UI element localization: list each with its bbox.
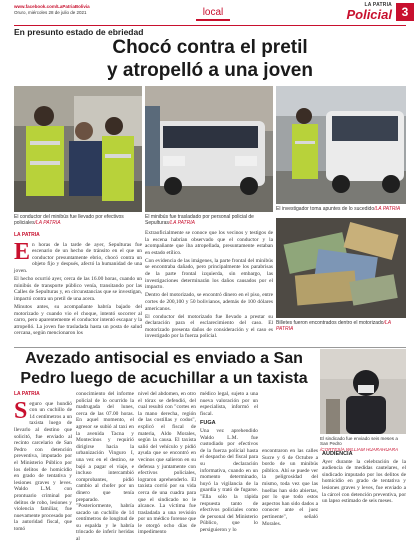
photo-banknotes <box>276 218 406 318</box>
story2-paragraph: Ayer durante la celebración de la audiencia de medidas cautelares, el sindicado imputado por los delitos de homicidio en grado de tentativa y lesiones graves y leves, fue enviado a la cárcel con detención preventiva, por un lapso estimado de seis meses. <box>322 458 406 505</box>
story1-paragraph: El hecho ocurrió ayer, cerca de las 16.00 horas, cuando un minibús de transporte público venía, transitando por las Calles de Sepulturas y, en circunstancias que se investigan, impactó contra un pretil de una acera. <box>14 276 142 302</box>
story2-paragraph: conocimiento del informe policial de lo ocurrido la madrugada del lunes, cerca de las 07.00 horas. En aquel momento, el agresor se subió al taxi en la avenida Tacna y Montecinos y requirió dirigirse hacia la urbanización Vinguro I, una vez en el destino, se bajó a pagar el viaje, e incluso intercambió comprobantes, pidió cambio al chofer por un dinero que tenía preparado. "Posteriormente, habría sacado un cuchillo de 14 centímetros de longitud de su espalda y le habría trincado de inferir heridas al <box>76 391 134 543</box>
story2-paragraph: médico legal, sujeto a una nueva valoración por un especialista, informó el fiscal. <box>200 391 258 417</box>
fuga-subhead: FUGA <box>200 420 216 427</box>
story2-column-5 <box>262 448 318 531</box>
story2-column-4 <box>200 391 258 531</box>
story1-column-2 <box>145 230 273 342</box>
story2-dropcap: S <box>14 397 28 424</box>
photo-credit: /LA PATRIA <box>374 206 401 212</box>
photo-minibus-caption: El minibús fue trasladado por personal policial de Sepulturas/LA PATRIA <box>145 214 254 226</box>
story1-paragraph: Minutos antes, su acompañante habría bajado del motorizado y cuando vio el choque, intentó socorrer al carro, pero aparentemente el conductor intentó escapar y la atropelló. La joven fue trasladada hasta un posta de salud cercana, según mencionaron los <box>14 303 142 337</box>
photo-suspect <box>320 349 406 434</box>
story2-column-3 <box>138 391 196 536</box>
photo-driver-officers <box>14 86 142 212</box>
story2-column-1 <box>14 391 72 531</box>
story1-byline: LA PATRIA <box>14 232 40 238</box>
story2-column-6 <box>322 448 406 531</box>
photo-credit: /CORTESÍA WILLIAM HUARAHUARA <box>320 446 399 452</box>
section-name: Policial <box>346 7 392 22</box>
section-tag: local <box>196 6 230 21</box>
story1-paragraph: Extraoficialmente se conoce que los vecinos y testigos de la escena habrían observado que el conductor y la acompañante que iba atropellada, presuntamente estaban en estado etílico. <box>145 230 273 256</box>
story1-dropcap: E <box>14 238 31 265</box>
photo-investigator-caption: El investigador toma apuntes de lo sucedido/LA PATRIA <box>276 206 401 212</box>
facebook-link[interactable]: www.facebook.com/LaPatriaBolivia <box>14 4 90 9</box>
audiencia-subhead: AUDIENCIA <box>322 451 353 457</box>
story2-paragraph: nivel del abdomen, en otro el tórax se defendió, del cual resultó con "cortes en la mano derecha, región de las costillas y codos", explicó el fiscal de materia, Aldo Morales, según la causa. El taxista salió del vehículo y pidió ayuda que se encontró en vecinos que salieron en su defensa y juntamente con efectivos policiales, lograron aprehenderlo. El taxista corrió por su vida cerca de una cuadra para que el sindicado no le alcance. La víctima fue trasladada a una revisión por un médico forense que le otorgó ocho días de impedimento <box>138 391 196 536</box>
dateline: Oruro, miércoles 28 de julio de 2021 <box>14 10 87 15</box>
photo-minibus-image <box>145 86 273 212</box>
photo-driver-officers-image <box>14 86 142 212</box>
photo-minibus <box>145 86 273 212</box>
story1-paragraph: Con evidencia de las imágenes, la parte frontal del minibús se encontraba dañado, pero principalmente los parabrisas de la parte frontal izquierda, sin embargo, las investigaciones determinarán los daños causados por el impacto. <box>145 257 273 291</box>
story1-paragraph: El conductor del motorizado fue llevado a prestar su declaración para el esclarecimiento del caso. El motorizado presenta daños de consideración y el caso es investigado por la fuerza policial. <box>145 313 273 340</box>
story2-paragraph: Una vez aprehendido Waldo L.M. fue custodiado por efectivos de la fuerza policial hasta el despacho del fiscal para su declaración informativa, cuando en un momento determinado, huyó la vigilancia de la guardia y trató de fugarse. "Ella sólo la rápida respuesta tanto de efectivos policiales como de personal del Ministerio Público, que lo persiguieron y lo <box>200 427 258 533</box>
story1-headline <box>14 36 406 82</box>
photo-suspect-image <box>320 349 406 434</box>
story2-paragraph: eguro que hundió con un cuchillo de 14 centímetros a un taxista luego de llevarlo al destino que solicitó, fue enviado al recinto carcelario de San Pedro con detención preventiva, imputado por el Ministerio Público por los delitos de homicidio en grado de tentativa y lesiones graves y leves. Waldo L.M. con prontuario criminal por delitos de robo, lesiones y violencia familiar, fue nuevamente procesado por la autoridad fiscal, que tomó <box>14 400 72 532</box>
story2-paragraph: encontraron en las calles Sucre y 6 de Octubre a bordo de un minibús público. Ahí se puede ver la peligrosidad del mismo, toda vez que las huellas han sido abiertas, por lo que todo estos aspectos han sido dados a conocer ante el juez pertinente", señaló Morales. <box>262 448 318 527</box>
story2-headline-line2: Pedro luego de acuchillar a un taxista <box>20 370 308 387</box>
story1-paragraph: n horas de la tarde de ayer, Sepulturas fue escenario de un hecho de tránsito en el que un conductor presuntamente ebrio, chocó contra un objeto fijo y después, afectó la humanidad de una joven. <box>14 241 142 274</box>
story1-headline-line1: Chocó contra el pretil <box>112 37 308 58</box>
story2-byline: LA PATRIA <box>14 391 40 397</box>
story2-headline-line1: Avezado antisocial es enviado a San <box>25 350 303 367</box>
masthead <box>346 2 392 21</box>
photo-credit: /LA PATRIA <box>34 220 61 226</box>
story1-paragraph: Dentro del motorizado, se encontró dinero en el piso, entre cortes de 200,100 y 50 bolivianos, además de 100 dólares americanos. <box>145 292 273 312</box>
story1-kicker: En presunto estado de ebriedad <box>14 27 144 37</box>
story2-headline <box>14 349 314 389</box>
story-divider <box>14 347 406 348</box>
photo-credit: /LA PATRIA <box>276 320 391 332</box>
story1-headline-line2: y atropelló a una joven <box>107 60 313 81</box>
photo-credit: /LA PATRIA <box>168 220 195 226</box>
photo-driver-officers-caption: El conductor del minibús fue llevado por efectivos policiales/LA PATRIA <box>14 214 124 226</box>
brand-name: LA PATRIA <box>364 2 392 8</box>
photo-investigator <box>276 86 406 204</box>
story2-column-2 <box>76 391 134 543</box>
photo-suspect-caption: El sindicado fue enviado seis meses a San Pedro /CORTESÍA WILLIAM HUARAHUARA <box>320 436 399 452</box>
header-meta <box>14 4 90 16</box>
photo-banknotes-image <box>276 218 406 318</box>
photo-investigator-image <box>276 86 406 204</box>
header-rule <box>14 25 406 26</box>
page-header <box>0 0 420 26</box>
page-number: 3 <box>396 3 414 21</box>
photo-banknotes-caption: Billetes fueron encontrados dentro el motorizado/LA PATRIA <box>276 320 391 332</box>
story1-column-1 <box>14 232 142 342</box>
